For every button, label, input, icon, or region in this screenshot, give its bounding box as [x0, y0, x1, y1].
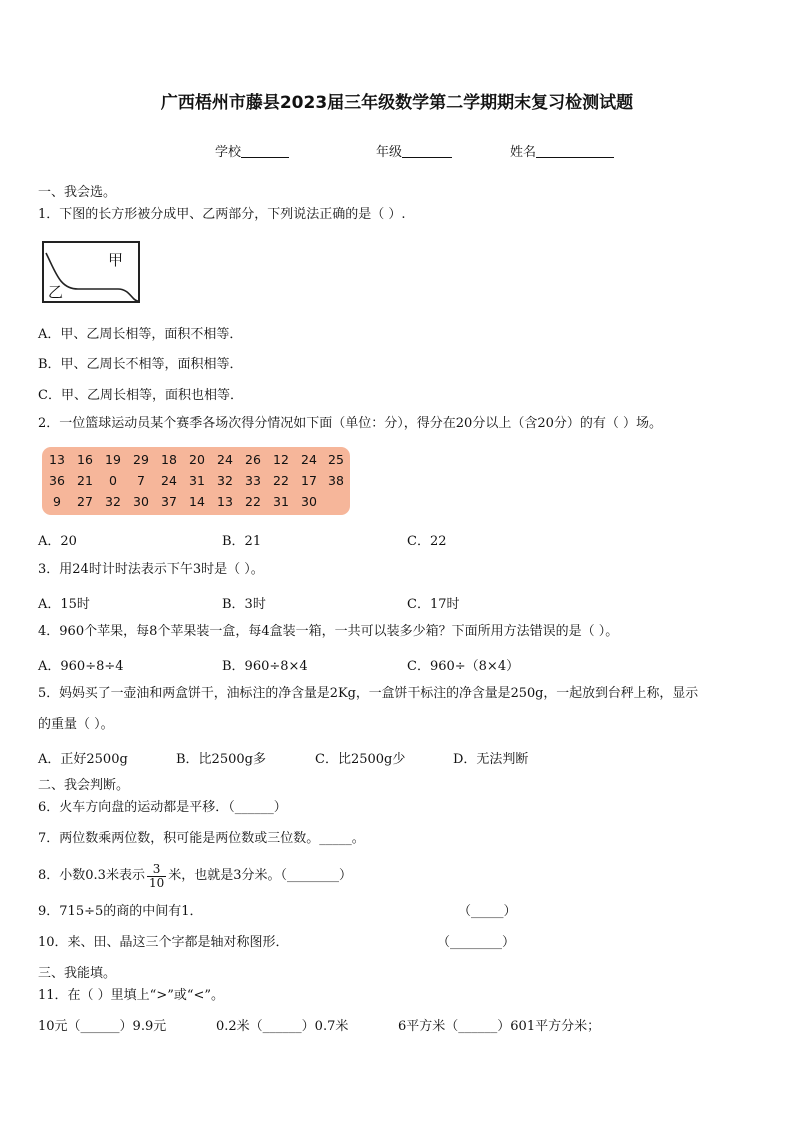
score-cell: 17 — [301, 473, 317, 488]
school-label: 学校 — [215, 145, 242, 160]
q10-answer-blank: （________） — [437, 935, 516, 950]
score-cell: 33 — [245, 473, 261, 488]
q8-text-after: 米，也就是3分米。（________） — [168, 868, 353, 883]
score-table — [42, 447, 350, 515]
q2-option-b: B．21 — [222, 534, 262, 549]
q4-option-c: C．960÷（8×4） — [407, 659, 520, 674]
score-cell: 32 — [105, 494, 121, 509]
score-cell: 18 — [161, 452, 177, 467]
score-cell: 32 — [217, 473, 233, 488]
score-cell: 9 — [53, 494, 61, 509]
section-3-title: 三、我能填。 — [38, 966, 117, 981]
score-cell: 24 — [217, 452, 233, 467]
q5-option-b: B．比2500g多 — [176, 752, 266, 767]
q1-option-c: C．甲、乙周长相等，面积也相等． — [38, 388, 243, 403]
q1-option-a: A．甲、乙周长相等，面积不相等． — [38, 327, 243, 342]
score-cell: 25 — [328, 452, 344, 467]
score-cell: 31 — [273, 494, 289, 509]
score-row — [42, 494, 350, 514]
grade-field — [376, 141, 452, 160]
score-cell: 13 — [217, 494, 233, 509]
question-5-line-2: 的重量（ ）。 — [38, 717, 114, 732]
question-2: 2．一位篮球运动员某个赛季各场次得分情况如下面（单位：分），得分在20分以上（含20分）的有（ ）场。 — [38, 416, 662, 431]
q3-option-c: C．17时 — [407, 597, 460, 612]
q3-option-a: A．15时 — [38, 597, 90, 612]
question-9: 9．715÷5的商的中间有1． — [38, 904, 203, 919]
name-field — [510, 141, 614, 160]
q3-option-b: B．3时 — [222, 597, 266, 612]
name-blank — [536, 144, 614, 158]
q5-option-a: A．正好2500g — [38, 752, 128, 767]
q11-item-3: 6平方米（______）601平方分米； — [398, 1019, 601, 1034]
school-field — [215, 141, 289, 160]
score-row — [42, 473, 350, 493]
score-cell: 20 — [189, 452, 205, 467]
q2-option-a: A．20 — [38, 534, 77, 549]
score-cell: 24 — [161, 473, 177, 488]
score-cell: 30 — [133, 494, 149, 509]
q11-item-1: 10元（______）9.9元 — [38, 1019, 167, 1034]
question-10: 10．来、田、晶这三个字都是轴对称图形． — [38, 935, 289, 950]
question-5-line-1: 5．妈妈买了一壶油和两盒饼干，油标注的净含量是2Kg，一盒饼干标注的净含量是250g，一起放到台秤上称，显示 — [38, 686, 699, 701]
score-cell: 22 — [245, 494, 261, 509]
q5-option-d: D．无法判断 — [453, 752, 529, 767]
score-cell: 12 — [273, 452, 289, 467]
page-title: 广西梧州市藤县2023届三年级数学第二学期期末复习检测试题 — [160, 93, 634, 113]
question-6: 6．火车方向盘的运动都是平移．（______） — [38, 800, 287, 815]
fraction — [147, 863, 166, 890]
q8-text-before: 8．小数0.3米表示 — [38, 868, 145, 883]
fraction-denominator: 10 — [148, 875, 165, 890]
q11-item-2: 0.2米（______）0.7米 — [216, 1019, 349, 1034]
score-cell: 29 — [133, 452, 149, 467]
score-cell: 26 — [245, 452, 261, 467]
q4-option-a: A．960÷8÷4 — [38, 659, 124, 674]
grade-label: 年级 — [376, 145, 403, 160]
score-cell: 21 — [77, 473, 93, 488]
question-4: 4．960个苹果，每8个苹果装一盒，每4盒装一箱，一共可以装多少箱？下面所用方法错误的是（ ）。 — [38, 624, 619, 639]
question-7: 7．两位数乘两位数，积可能是两位数或三位数。_____。 — [38, 831, 365, 846]
question-8 — [38, 858, 352, 894]
score-cell: 36 — [49, 473, 65, 488]
score-row — [42, 452, 350, 472]
q5-option-c: C．比2500g少 — [315, 752, 406, 767]
section-2-title: 二、我会判断。 — [38, 778, 130, 793]
score-cell: 0 — [109, 473, 117, 488]
q2-option-c: C．22 — [407, 534, 447, 549]
label-jia: 甲 — [108, 251, 124, 269]
score-cell: 16 — [77, 452, 93, 467]
section-1-title: 一、我会选。 — [38, 185, 117, 200]
score-cell: 19 — [105, 452, 121, 467]
score-cell: 7 — [137, 473, 145, 488]
label-yi: 乙 — [48, 283, 64, 301]
fraction-numerator: 3 — [147, 863, 166, 877]
score-cell: 14 — [189, 494, 205, 509]
question-1: 1．下图的长方形被分成甲、乙两部分，下列说法正确的是（ ）. — [38, 207, 406, 222]
q1-option-b: B．甲、乙周长不相等，面积相等． — [38, 357, 243, 372]
score-cell: 24 — [301, 452, 317, 467]
q4-option-b: B．960÷8×4 — [222, 659, 308, 674]
score-cell: 31 — [189, 473, 205, 488]
score-cell: 27 — [77, 494, 93, 509]
question-3: 3．用24时计时法表示下午3时是（ ）。 — [38, 562, 264, 577]
score-cell: 37 — [161, 494, 177, 509]
q9-answer-blank: （_____） — [458, 904, 517, 919]
name-label: 姓名 — [510, 145, 537, 160]
score-cell: 13 — [49, 452, 65, 467]
rectangle-figure — [42, 241, 140, 303]
score-cell: 38 — [328, 473, 344, 488]
grade-blank — [402, 144, 452, 158]
score-cell: 22 — [273, 473, 289, 488]
school-blank — [241, 144, 289, 158]
score-cell: 30 — [301, 494, 317, 509]
question-11: 11．在（ ）里填上“>”或“<”。 — [38, 988, 225, 1003]
